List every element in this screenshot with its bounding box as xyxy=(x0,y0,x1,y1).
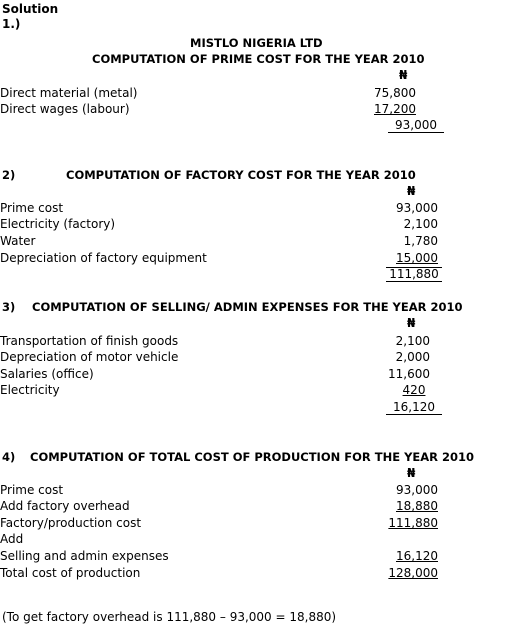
naira-symbol: ₦ xyxy=(399,68,408,82)
row-label: Add xyxy=(0,532,24,546)
section4-title: COMPUTATION OF TOTAL COST OF PRODUCTION FOR THE YEAR 2010 xyxy=(30,450,475,464)
row-value: 2,000 xyxy=(395,350,430,364)
section4-number: 4) xyxy=(2,450,16,464)
section4-total: 128,000 xyxy=(388,566,438,580)
section3-number: 3) xyxy=(2,300,16,314)
row-value: 2,100 xyxy=(395,334,430,348)
row-value: 111,880 xyxy=(388,516,438,530)
row-value: 2,100 xyxy=(403,217,438,231)
row-label: Electricity xyxy=(0,383,60,397)
question-number: 1.) xyxy=(2,17,21,31)
row-label: Factory/production cost xyxy=(0,516,142,530)
row-label: Water xyxy=(0,234,36,248)
row-value: 93,000 xyxy=(396,483,438,497)
company-name: MISTLO NIGERIA LTD xyxy=(190,36,323,50)
row-label: Selling and admin expenses xyxy=(0,549,169,563)
row-value: 75,800 xyxy=(374,86,416,100)
footnote: (To get factory overhead is 111,880 – 93,000 = 18,880) xyxy=(2,610,337,624)
naira-symbol: ₦ xyxy=(407,316,416,330)
row-label: Depreciation of motor vehicle xyxy=(0,350,179,364)
row-value: 15,000 xyxy=(396,251,438,265)
row-label: Total cost of production xyxy=(0,566,141,580)
naira-symbol: ₦ xyxy=(407,184,416,198)
row-label: Direct material (metal) xyxy=(0,86,138,100)
naira-symbol: ₦ xyxy=(407,466,416,480)
row-label: Prime cost xyxy=(0,483,64,497)
row-label: Add factory overhead xyxy=(0,499,130,513)
row-value: 420 xyxy=(402,383,426,397)
row-value: 16,120 xyxy=(396,549,438,563)
row-label: Electricity (factory) xyxy=(0,217,116,231)
row-label: Transportation of finish goods xyxy=(0,334,179,348)
section3-total: 16,120 xyxy=(386,400,442,415)
row-label: Salaries (office) xyxy=(0,367,94,381)
row-label: Depreciation of factory equipment xyxy=(0,251,207,265)
row-value: 93,000 xyxy=(396,201,438,215)
section2-title: COMPUTATION OF FACTORY COST FOR THE YEAR 2010 xyxy=(66,168,416,182)
row-value: 1,780 xyxy=(403,234,438,248)
section3-title: COMPUTATION OF SELLING/ ADMIN EXPENSES FOR THE YEAR 2010 xyxy=(32,300,463,314)
section1-title: COMPUTATION OF PRIME COST FOR THE YEAR 2010 xyxy=(92,52,425,66)
row-label: Direct wages (labour) xyxy=(0,102,130,116)
row-value: 18,880 xyxy=(396,499,438,513)
solution-heading: Solution xyxy=(2,2,59,16)
row-value: 11,600 xyxy=(388,367,430,381)
row-label: Prime cost xyxy=(0,201,64,215)
section2-number: 2) xyxy=(2,168,16,182)
section1-total: 93,000 xyxy=(388,118,444,133)
row-value: 17,200 xyxy=(374,102,416,116)
section2-total: 111,880 xyxy=(386,267,442,282)
